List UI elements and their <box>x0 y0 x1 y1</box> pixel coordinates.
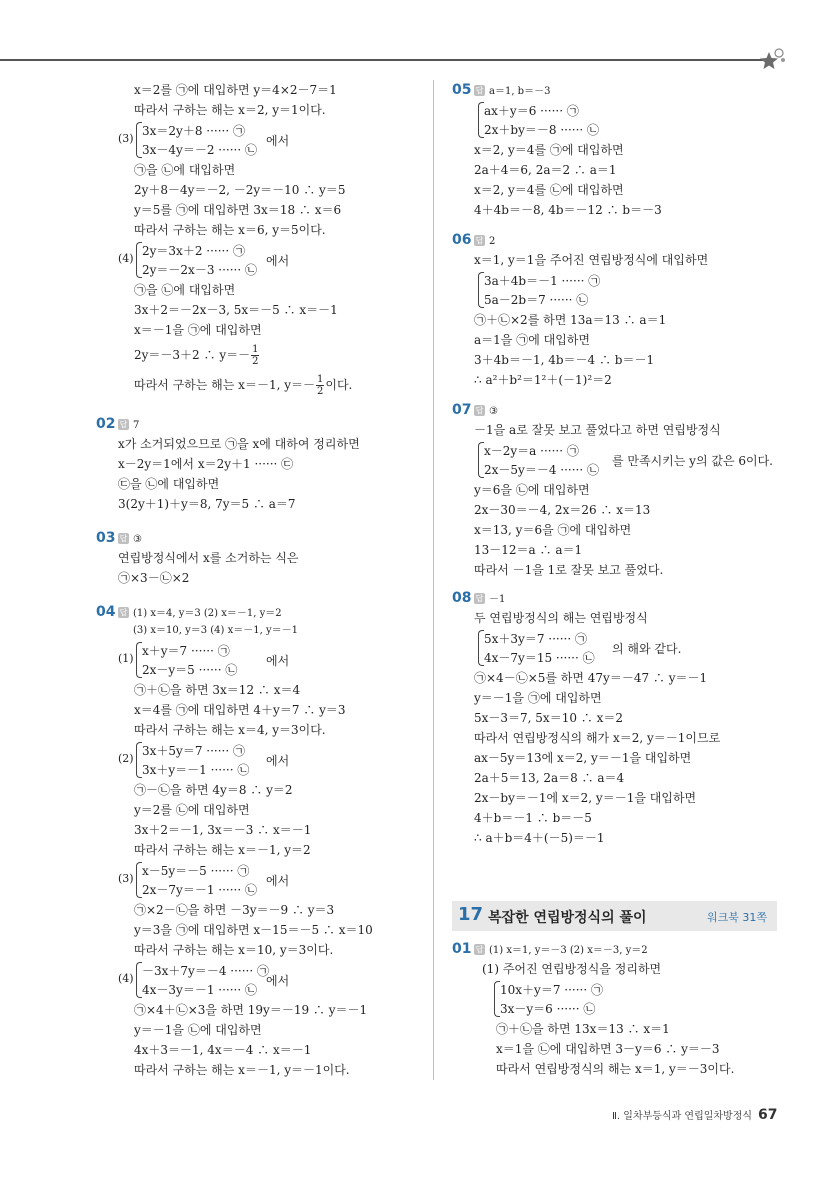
problem-header <box>452 588 782 608</box>
equation-row: x－2y＝a ······ ㉠ <box>484 444 579 458</box>
answer-text: ③ <box>489 406 498 417</box>
text-line: x＝2, y＝4를 ㉠에 대입하면 <box>474 143 624 157</box>
answer-text: －1 <box>489 594 506 605</box>
problem-header <box>96 414 426 434</box>
text-line: ㉠×4－㉡×5를 하면 47y＝－47 ∴ y＝－1 <box>474 671 708 685</box>
equation-tail: 에서 <box>266 874 290 888</box>
answer-badge: 답 <box>475 594 484 603</box>
item-tag: (3) <box>118 132 134 145</box>
equation-tail: 의 해와 같다. <box>612 642 682 656</box>
answer-badge: 답 <box>119 534 128 543</box>
item-tag: (4) <box>118 972 134 985</box>
text-line: 2a＋4＝6, 2a＝2 ∴ a＝1 <box>474 163 617 177</box>
text-line: 따라서 구하는 해는 x＝4, y＝3이다. <box>134 723 326 737</box>
text-line: 4x＋3＝－1, 4x＝－4 ∴ x＝－1 <box>134 1043 312 1057</box>
text-line: x가 소거되었으므로 ㉠을 x에 대하여 정리하면 <box>118 437 360 451</box>
item-tag: (4) <box>118 252 134 265</box>
left-column <box>96 80 426 1080</box>
text-line: 3(2y＋1)＋y＝8, 7y＝5 ∴ a＝7 <box>118 497 296 511</box>
text-line: x＝1, y＝1을 주어진 연립방정식에 대입하면 <box>474 253 709 267</box>
item-tag: (3) <box>118 872 134 885</box>
column-divider <box>433 80 434 1080</box>
equation-row: 3x＋y＝－1 ······ ㉡ <box>142 763 250 777</box>
equation-system <box>452 440 782 480</box>
chapter-title: Ⅱ. 일차부등식과 연립일차방정식 <box>612 1111 753 1122</box>
item-tag: (1) <box>118 652 134 665</box>
text-line: 2a＋5＝13, 2a＝8 ∴ a＝4 <box>474 771 625 785</box>
text-fragment: 이다. <box>325 378 353 392</box>
text-line: 따라서 －1을 1로 잘못 보고 풀었다. <box>474 563 664 577</box>
equation-system <box>96 120 426 160</box>
text-line: 연립방정식에서 x를 소거하는 식은 <box>118 551 299 565</box>
equation-row: 3x＋5y＝7 ······ ㉠ <box>142 744 245 758</box>
text-line: y＝3을 ㉠에 대입하면 x－15＝－5 ∴ x＝10 <box>134 923 373 937</box>
equation-tail: 에서 <box>266 754 290 768</box>
equation-system <box>96 860 426 900</box>
equation-tail: 에서 <box>266 134 290 148</box>
text-line: ㉠×4＋㉡×3을 하면 19y＝－19 ∴ y＝－1 <box>134 1003 368 1017</box>
answer-text: (1) x＝1, y＝－3 (2) x＝－3, y＝2 <box>489 945 648 956</box>
text-line: ㉠－㉡을 하면 4y＝8 ∴ y＝2 <box>134 783 293 797</box>
text-line: 따라서 구하는 해는 x＝10, y＝3이다. <box>134 943 334 957</box>
fraction-denominator: 2 <box>317 386 324 397</box>
text-line: x－2y＝1에서 x＝2y＋1 ······ ㉢ <box>118 457 294 471</box>
problem-number: 02 <box>96 416 116 432</box>
equation-system <box>452 628 782 668</box>
answer-text: (3) x＝10, y＝3 (4) x＝－1, y＝－1 <box>133 625 298 636</box>
text-line: y＝2를 ㉡에 대입하면 <box>134 803 250 817</box>
equation-row: 10x＋y＝7 ······ ㉠ <box>500 983 603 997</box>
answer-text: 2 <box>489 236 496 247</box>
text-line: 따라서 연립방정식의 해가 x＝2, y＝－1이므로 <box>474 731 721 745</box>
text-line: (1) 주어진 연립방정식을 정리하면 <box>482 962 662 976</box>
text-line: x＝2를 ㉠에 대입하면 y＝4×2－7＝1 <box>134 83 337 97</box>
text-line: －1을 a로 잘못 보고 풀었다고 하면 연립방정식 <box>474 423 721 437</box>
answer-text: ③ <box>133 534 142 545</box>
answer-badge: 답 <box>475 406 484 415</box>
equation-row: 2x－5y＝－4 ······ ㉡ <box>484 463 599 477</box>
workbook-reference: 워크북 31쪽 <box>707 911 767 924</box>
equation-system <box>96 740 426 780</box>
section-body <box>452 939 782 1079</box>
equation-row: 4x－3y＝－1 ······ ㉡ <box>142 983 257 997</box>
item-tag: (2) <box>118 752 134 765</box>
text-line <box>96 340 426 370</box>
equation-row: 3x＝2y＋8 ······ ㉠ <box>142 124 245 138</box>
text-line: 2x－30＝－4, 2x＝26 ∴ x＝13 <box>474 503 651 517</box>
text-line: x＝－1을 ㉠에 대입하면 <box>134 323 262 337</box>
star-icon <box>757 46 787 76</box>
text-line: 2x－by＝－1에 x＝2, y＝－1을 대입하면 <box>474 791 697 805</box>
header-rule <box>0 59 770 61</box>
text-line: ㉠을 ㉡에 대입하면 <box>134 283 236 297</box>
equation-row: 3a＋4b＝－1 ······ ㉠ <box>484 274 601 288</box>
text-line: 3x＋2＝－2x－3, 5x＝－5 ∴ x＝－1 <box>134 303 338 317</box>
text-line <box>96 370 426 400</box>
text-fragment: 2y＝－3＋2 ∴ y＝－ <box>134 348 251 362</box>
problem-number: 01 <box>452 941 472 957</box>
answer-text: (1) x＝4, y＝3 (2) x＝－1, y＝2 <box>133 608 282 619</box>
equation-tail: 에서 <box>266 654 290 668</box>
fraction-numerator: 1 <box>252 344 259 355</box>
equation-row: －3x＋7y＝－4 ······ ㉠ <box>142 964 269 978</box>
equation-row: x＋y＝7 ······ ㉠ <box>142 644 230 658</box>
page-number: 67 <box>758 1107 778 1123</box>
text-line: ㉠×3－㉡×2 <box>118 571 190 585</box>
equation-tail: 에서 <box>266 974 290 988</box>
fraction <box>251 344 259 367</box>
answer-badge: 답 <box>475 945 484 954</box>
equation-system <box>452 100 782 140</box>
problem-number: 03 <box>96 530 116 546</box>
text-line: ㉠＋㉡×2를 하면 13a＝13 ∴ a＝1 <box>474 313 667 327</box>
page-footer <box>612 1107 778 1123</box>
problem-header <box>452 939 782 959</box>
section-number: 17 <box>458 904 484 925</box>
equation-row: 2x＋by＝－8 ······ ㉡ <box>484 123 600 137</box>
equation-row: 2x－y＝5 ······ ㉡ <box>142 663 238 677</box>
section-header <box>452 901 777 931</box>
right-column <box>452 80 782 848</box>
equation-system <box>452 270 782 310</box>
equation-row: ax＋y＝6 ······ ㉠ <box>484 104 579 118</box>
text-line: 4＋b＝－1 ∴ b＝－5 <box>474 811 592 825</box>
equation-row: 3x－4y＝－2 ······ ㉡ <box>142 143 257 157</box>
text-fragment: 따라서 구하는 해는 x＝－1, y＝－ <box>134 378 315 392</box>
text-line: ㉠×2－㉡을 하면 －3y＝－9 ∴ y＝3 <box>134 903 335 917</box>
problem-number: 08 <box>452 590 472 606</box>
text-line: a＝1을 ㉠에 대입하면 <box>474 333 590 347</box>
answer-badge: 답 <box>475 86 484 95</box>
equation-system <box>96 640 426 680</box>
problem-header <box>452 80 782 100</box>
equation-row: 5a－2b＝7 ······ ㉡ <box>484 293 589 307</box>
problem-number: 05 <box>452 82 472 98</box>
text-line: 따라서 구하는 해는 x＝－1, y＝2 <box>134 843 311 857</box>
section-title: 복잡한 연립방정식의 풀이 <box>488 910 647 926</box>
text-line: y＝－1을 ㉠에 대입하면 <box>474 691 602 705</box>
problem-header <box>452 400 782 420</box>
equation-system <box>468 979 782 1019</box>
text-line: y＝－1을 ㉡에 대입하면 <box>134 1023 262 1037</box>
answer-badge: 답 <box>119 420 128 429</box>
text-line: ㉠을 ㉡에 대입하면 <box>134 163 236 177</box>
equation-row: 2y＝3x＋2 ······ ㉠ <box>142 244 245 258</box>
equation-system <box>96 960 426 1000</box>
text-line: x＝2, y＝4를 ㉡에 대입하면 <box>474 183 624 197</box>
equation-row: 2x－7y＝－1 ······ ㉡ <box>142 883 257 897</box>
text-line: 따라서 구하는 해는 x＝2, y＝1이다. <box>134 103 326 117</box>
problem-header <box>96 602 426 622</box>
equation-row: 5x＋3y＝7 ······ ㉠ <box>484 632 587 646</box>
equation-row: 4x－7y＝15 ······ ㉡ <box>484 651 595 665</box>
text-line: 따라서 연립방정식의 해는 x＝1, y＝－3이다. <box>496 1062 735 1076</box>
equation-tail: 를 만족시키는 y의 값은 6이다. <box>612 454 773 468</box>
text-line: 4＋4b＝－8, 4b＝－12 ∴ b＝－3 <box>474 203 662 217</box>
text-line: 두 연립방정식의 해는 연립방정식 <box>474 611 648 625</box>
equation-tail: 에서 <box>266 254 290 268</box>
text-line: ∴ a²＋b²＝1²＋(－1)²＝2 <box>474 373 612 387</box>
text-line: 5x－3＝7, 5x＝10 ∴ x＝2 <box>474 711 624 725</box>
text-line: x＝1을 ㉡에 대입하면 3－y＝6 ∴ y＝－3 <box>496 1042 720 1056</box>
text-line: 3x＋2＝－1, 3x＝－3 ∴ x＝－1 <box>134 823 312 837</box>
text-line: 3＋4b＝－1, 4b＝－4 ∴ b＝－1 <box>474 353 655 367</box>
text-line: 13－12＝a ∴ a＝1 <box>474 543 583 557</box>
problem-header <box>452 230 782 250</box>
text-line: ax－5y＝13에 x＝2, y＝－1을 대입하면 <box>474 751 692 765</box>
equation-system <box>96 240 426 280</box>
answer-badge: 답 <box>475 236 484 245</box>
text-line: y＝5를 ㉠에 대입하면 3x＝18 ∴ x＝6 <box>134 203 342 217</box>
problem-number: 07 <box>452 402 472 418</box>
equation-row: 2y＝－2x－3 ······ ㉡ <box>142 263 257 277</box>
equation-row: 3x－y＝6 ······ ㉡ <box>500 1002 596 1016</box>
text-line: ㉢을 ㉡에 대입하면 <box>118 477 220 491</box>
text-line: ㉠＋㉡을 하면 3x＝12 ∴ x＝4 <box>134 683 301 697</box>
fraction-denominator: 2 <box>252 356 259 367</box>
fraction-numerator: 1 <box>317 374 324 385</box>
equation-row: x－5y＝－5 ······ ㉠ <box>142 864 250 878</box>
text-line: ∴ a＋b＝4＋(－5)＝－1 <box>474 831 605 845</box>
text-line: 2y＋8－4y＝－2, －2y＝－10 ∴ y＝5 <box>134 183 346 197</box>
text-line: y＝6을 ㉡에 대입하면 <box>474 483 590 497</box>
answer <box>118 417 139 431</box>
problem-header <box>96 528 426 548</box>
answer-text: 7 <box>133 420 140 431</box>
text-line: 따라서 구하는 해는 x＝－1, y＝－1이다. <box>134 1063 350 1077</box>
answer-text: a＝1, b＝－3 <box>489 86 551 97</box>
text-line: x＝4를 ㉠에 대입하면 4＋y＝7 ∴ y＝3 <box>134 703 346 717</box>
fraction <box>316 374 324 397</box>
problem-number: 06 <box>452 232 472 248</box>
text-line: 따라서 구하는 해는 x＝6, y＝5이다. <box>134 223 326 237</box>
answer-badge: 답 <box>119 608 128 617</box>
problem-number: 04 <box>96 604 116 620</box>
text-line: x＝13, y＝6을 ㉠에 대입하면 <box>474 523 632 537</box>
text-line: ㉠＋㉡을 하면 13x＝13 ∴ x＝1 <box>496 1022 670 1036</box>
